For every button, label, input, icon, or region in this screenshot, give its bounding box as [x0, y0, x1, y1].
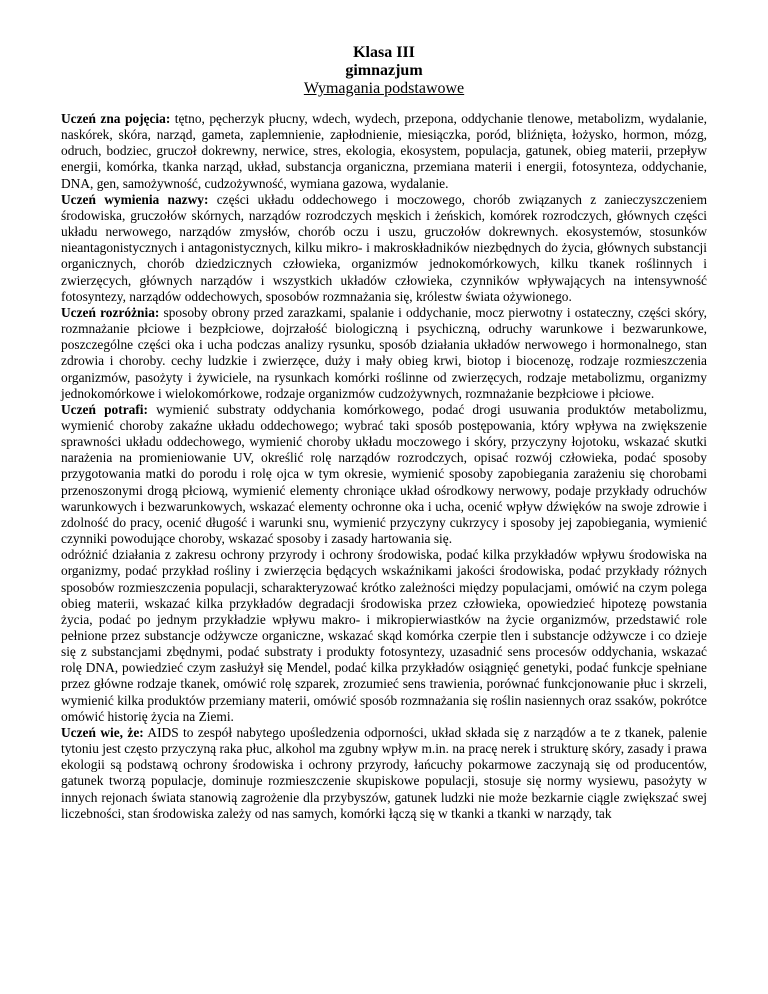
paragraph-text: odróżnić działania z zakresu ochrony przyrody i ochrony środowiska, podać kilka przykładów wpływu środowiska na organizmy, podać przykład rośliny i zwierzęcia będących wskaźnikami jakości środowiska, podać przykłady różnych sposobów rozmieszczenia populacji, scharakteryzować krótko zależności między populacjami, omówić na czym polega obieg materii, wskazać kilka przykładów degradacji środowiska przez człowieka, opowiedzieć hipotezę powstania życia, podać po jednym przykładzie wpływu makro- i mikropierwiastków na życie organizmów, przedstawić role pełnione przez substancje odżywcze organiczne, wskazać skąd komórka czerpie tlen i substancje odżywcze i co dzieje się z substancjami zbędnymi, podać substraty i produkty fotosyntezy, uzasadnić sens procesów oddychania, wskazać rolę DNA, powiedzieć czym zasłużył się Mendel, podać kilka przykładów osiągnięć genetyki, podać funkcje spełniane przez główne rodzaje tkanek, omówić rolę szparek, zrozumieć sens trawienia, porównać funkcjonowanie płuc i skrzeli, wymienić kilka produktów przemiany materii, omówić sposób rozmnażania się roślin nasiennych oraz ssaków, pokrótce omówić historię życia na Ziemi.	[61, 547, 707, 724]
paragraph-distinguishes	[61, 305, 707, 402]
document-header	[61, 44, 707, 98]
paragraph-text: tętno, pęcherzyk płucny, wdech, wydech, przepona, oddychanie tlenowe, metabolizm, wydalanie, naskórek, skóra, narząd, gameta, zaplemnienie, zapłodnienie, miesiączka, poród, bliźnięta, łożysko, hormon, mózg, odruch, bodziec, gruczoł dokrewny, nerwice, stres, ekologia, ekosystem, populacja, gatunek, obieg materii, przepływ energii, komórka, tkanka narząd, układ, substancja organiczna, przemiana materii i energii, fotosynteza, oddychanie, DNA, gen, samożywność, cudzożywność, wymiana gazowa, wydalanie.	[61, 111, 708, 191]
paragraph-label: Uczeń rozróżnia:	[61, 304, 160, 320]
paragraph-label: Uczeń zna pojęcia:	[61, 111, 171, 126]
paragraph-text: AIDS to zespół nabytego upośledzenia odporności, układ składa się z narządów a te z tkanek, palenie tytoniu jest często przyczyną raka płuc, alkohol ma zgubny wpływ m.in. na pracę nerek i strukturę skóry, zasady i prawa ekologii są podstawą ochrony środowiska i ochrony przyrody, łańcuchy pokarmowe zaczynają się od producentów, gatunek tworzą populacje, dominuje rozmieszczenie skupiskowe populacji, stosuje się normy wysiewu, pasożyty w innych rejonach świata stanowią zagrożenie dla przybyszów, gatunek ludzki nie może bezkarnie ciągle zwiększać swej liczebności, stan środowiska zależy od nas samych, komórki łączą się w tkanki a tkanki w narządy, tak	[61, 724, 708, 821]
document-title: Klasa III	[353, 44, 415, 61]
paragraph-lists-names	[61, 192, 707, 305]
paragraph-text: części układu oddechowego i moczowego, chorób związanych z zanieczyszczeniem środowiska, gruczołów skórnych, narządów rozrodczych męskich i żeńskich, komórek rozrodczych, głównych części układu nerwowego, narządów zmysłów, chorób oczu i uszu, gruczołów dokrewnych. ekosystemów, stosunków nieantagonistycznych i antagonistycznych, kilku mikro- i makroskładników niezbędnych do życia, głównych substancji organicznych, chorób dziedzicznych człowieka, organizmów jednokomórkowych, kilku tkanek roślinnych i zwierzęcych, głównych narządów i wszystkich układów człowieka, czynników wpływających na intensywność fotosyntezy, narządów oddechowych, sposobów rozmnażania się, królestw świata ożywionego.	[61, 191, 707, 304]
paragraph-label: Uczeń potrafi:	[61, 401, 148, 417]
paragraph-label: Uczeń wie, że:	[61, 724, 144, 740]
paragraph-can-continued	[61, 547, 707, 725]
document-body	[61, 111, 707, 822]
paragraph-knows-that	[61, 725, 707, 822]
document-heading: Wymagania podstawowe	[303, 80, 465, 97]
paragraph-text: sposoby obrony przed zarazkami, spalanie i oddychanie, mocz pierwotny i ostateczny, części skóry, rozmnażanie płciowe i bezpłciowe, dojrzałość biologiczną i psychiczną, odruchy warunkowe i bezwarunkowe, poszczególne części oka i ucha podczas analizy rysunku, sposób działania układów nerwowego i hormonalnego, stan zdrowia i choroby. cechy ludzkie i zwierzęce, duży i mały obieg krwi, biotop i biocenozę, rodzaje rozmieszczenia organizmów, pasożyty i żywiciele, na rysunkach komórki roślinne od zwierzęcych, rodzaje metabolizmu, organizmy jednokomórkowe i wielokomórkowe, rodzaje organizmów cudzożywnych, rozmnażanie bezpłciowe i płciowe.	[61, 304, 707, 401]
paragraph-can	[61, 402, 707, 547]
paragraph-text: wymienić substraty oddychania komórkowego, podać drogi usuwania produktów metabolizmu, wymienić choroby zakaźne układu oddechowego; wybrać taki sposób postępowania, który wpływa na zwiększenie sprawności układu oddechowego, wymienić choroby układu moczowego i skóry, przyczyny łojotoku, wskazać skutki narażenia na promieniowanie UV, określić rolę narządów rozrodczych, opisać rozwój człowieka, podać sposoby przygotowania matki do porodu i rolę ojca w tym okresie, wymienić sposoby zapobiegania zarażeniu się chorobami przenoszonymi drogą płciową, wymienić elementy chroniące układ ośrodkowy nerwowy, podaje przykłady odruchów warunkowych i bezwarunkowych, wskazać elementy ochronne oka i ucha, ocenić wpływ dźwięków na swoje zdrowie i zdolność do pracy, ocenić długość i warunki snu, wymienić przyczyny cukrzycy i sposoby jej zapobiegania, wymienić czynniki powodujące choroby, wskazać sposoby i zasady hartowania się.	[61, 401, 707, 547]
paragraph-knows-concepts	[61, 111, 707, 192]
document-subtitle: gimnazjum	[345, 62, 423, 79]
paragraph-label: Uczeń wymienia nazwy:	[61, 191, 209, 207]
